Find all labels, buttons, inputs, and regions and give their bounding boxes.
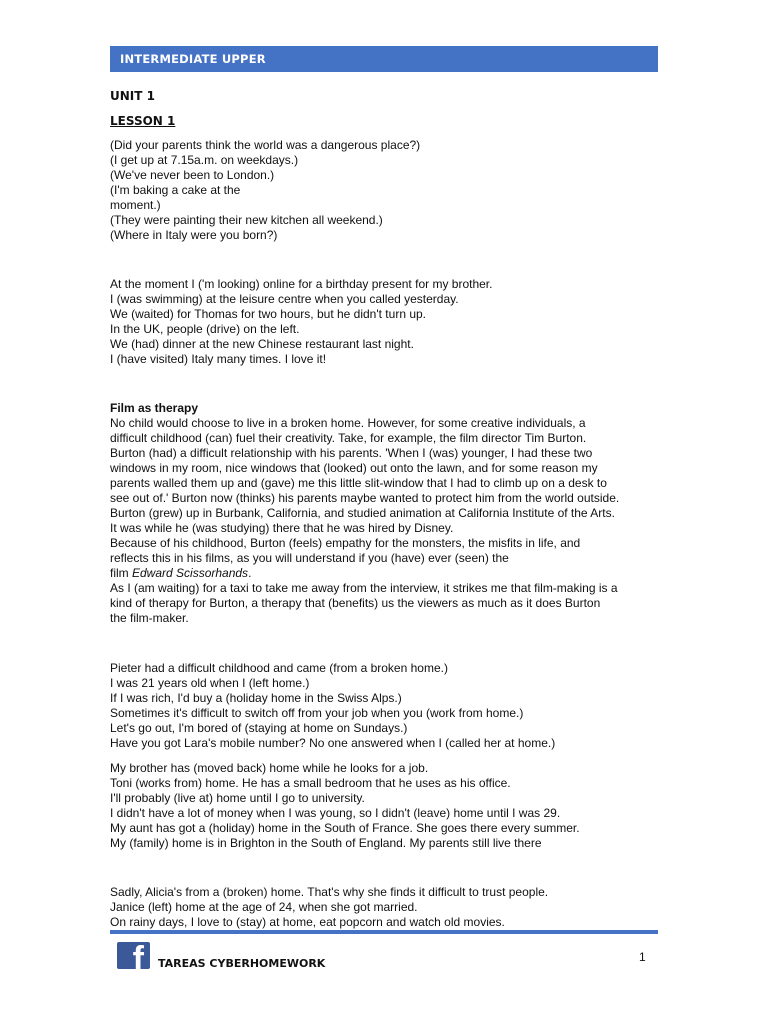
text-line: I (was swimming) at the leisure centre when you called yesterday.: [110, 292, 459, 306]
text-line: Sadly, Alicia's from a (broken) home. That's why she finds it difficult to trust people.: [110, 885, 549, 899]
text-line: Sometimes it's difficult to switch off from your job when you (work from home.): [110, 706, 524, 720]
film-title: Film as therapy: [110, 401, 199, 415]
film-suffix: .: [248, 566, 252, 580]
home-block-1: [110, 661, 670, 751]
header-title: INTERMEDIATE UPPER: [120, 52, 266, 66]
film-name-line: [110, 566, 670, 581]
film-prefix: film: [110, 566, 132, 580]
text-line: (They were painting their new kitchen all weekend.): [110, 213, 383, 227]
text-line: the film-maker.: [110, 611, 189, 625]
questions-block: [110, 138, 670, 243]
page-number: 1: [639, 950, 646, 964]
text-line: (We've never been to London.): [110, 168, 275, 182]
text-line: Janice (left) home at the age of 24, when she got married.: [110, 900, 418, 914]
text-line: It was while he (was studying) there that he was hired by Disney.: [110, 521, 454, 535]
film-name: Edward Scissorhands: [132, 566, 249, 580]
text-line: No child would choose to live in a broken home. However, for some creative individuals, a: [110, 416, 586, 430]
text-line: At the moment I ('m looking) online for a birthday present for my brother.: [110, 277, 493, 291]
footer-rule: [110, 930, 658, 934]
home-block-3: [110, 885, 670, 930]
sentences-block: [110, 277, 670, 367]
lesson-heading: LESSON 1: [110, 114, 176, 128]
text-line: I (have visited) Italy many times. I love it!: [110, 352, 327, 366]
text-line: moment.): [110, 198, 161, 212]
text-line: kind of therapy for Burton, a therapy that (benefits) us the viewers as much as it does Burton: [110, 596, 601, 610]
text-line: parents walled them up and (gave) me this little slit-window that I had to climb up on a desk to: [110, 476, 607, 490]
text-line: Let's go out, I'm bored of (staying at home on Sundays.): [110, 721, 408, 735]
text-line: As I (am waiting) for a taxi to take me away from the interview, it strikes me that film-making is a: [110, 581, 618, 595]
text-line: I was 21 years old when I (left home.): [110, 676, 310, 690]
facebook-icon-letter: f: [132, 942, 144, 969]
text-line: Because of his childhood, Burton (feels) empathy for the monsters, the misfits in life, and: [110, 536, 581, 550]
text-line: My brother has (moved back) home while he looks for a job.: [110, 761, 429, 775]
text-line: reflects this in his films, as you will understand if you (have) ever (seen) the: [110, 551, 509, 565]
text-line: (Where in Italy were you born?): [110, 228, 278, 242]
film-section: [110, 401, 670, 626]
text-line: Pieter had a difficult childhood and came (from a broken home.): [110, 661, 448, 675]
text-line: Have you got Lara's mobile number? No one answered when I (called her at home.): [110, 736, 556, 750]
text-line: I'll probably (live at) home until I go to university.: [110, 791, 365, 805]
text-line: (I get up at 7.15a.m. on weekdays.): [110, 153, 299, 167]
text-line: difficult childhood (can) fuel their creativity. Take, for example, the film director Tim Burton.: [110, 431, 587, 445]
facebook-icon[interactable]: [117, 942, 150, 969]
unit-heading: UNIT 1: [110, 89, 155, 103]
text-line: windows in my room, nice windows that (looked) out onto the lawn, and for some reason my: [110, 461, 598, 475]
text-line: Burton (had) a difficult relationship with his parents. 'When I (was) younger, I had these two: [110, 446, 593, 460]
text-line: In the UK, people (drive) on the left.: [110, 322, 300, 336]
text-line: My (family) home is in Brighton in the South of England. My parents still live there: [110, 836, 542, 850]
text-line: (I'm baking a cake at the: [110, 183, 241, 197]
text-line: Toni (works from) home. He has a small bedroom that he uses as his office.: [110, 776, 511, 790]
header-bar: [110, 46, 658, 72]
text-line: On rainy days, I love to (stay) at home, eat popcorn and watch old movies.: [110, 915, 505, 929]
text-line: We (had) dinner at the new Chinese restaurant last night.: [110, 337, 414, 351]
text-line: (Did your parents think the world was a dangerous place?): [110, 138, 421, 152]
footer-brand: TAREAS CYBERHOMEWORK: [158, 957, 326, 970]
text-line: My aunt has got a (holiday) home in the South of France. She goes there every summer.: [110, 821, 580, 835]
text-line: see out of.' Burton now (thinks) his parents maybe wanted to protect him from the world outside.: [110, 491, 620, 505]
text-line: If I was rich, I'd buy a (holiday home in the Swiss Alps.): [110, 691, 402, 705]
text-line: We (waited) for Thomas for two hours, but he didn't turn up.: [110, 307, 427, 321]
text-line: Burton (grew) up in Burbank, California, and studied animation at California Institute of the Arts.: [110, 506, 615, 520]
home-block-2: [110, 761, 670, 851]
text-line: I didn't have a lot of money when I was young, so I didn't (leave) home until I was 29.: [110, 806, 561, 820]
